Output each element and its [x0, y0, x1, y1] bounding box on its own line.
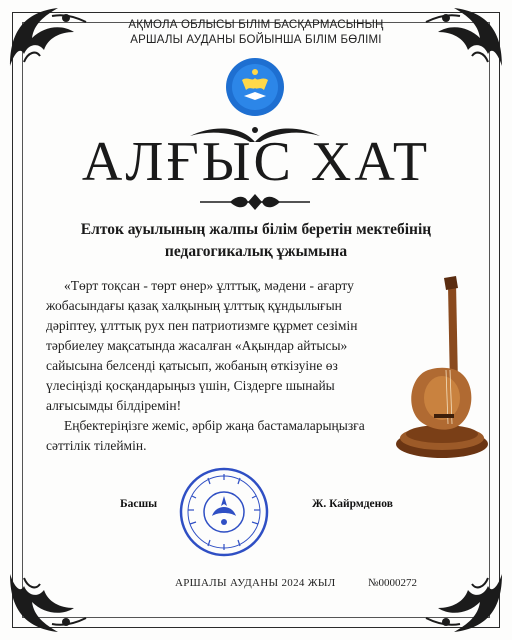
- body-paragraph-1: «Төрт тоқсан - төрт өнер» ұлттық, мәдени - ағарту жобасындағы қазақ халқының ұлттық құндылығын дәріптеу, ұлттық рух пен патриотизмге құрмет сезімін тәрбиелеу мақсатында жасалған «Ақындар айтысы» сайысына белсенді қатысып, жобаның өткізуіне өз үлесіңізді қосқандарыңыз үшін, Сіздерге шынайы алғысымды білдіремін!: [46, 278, 358, 413]
- issuer-line-1: АҚМОЛА ОБЛЫСЫ БІЛІМ БАСҚАРМАСЫНЫҢ: [128, 19, 384, 31]
- recipient-line-2: педагогикалық ұжымына: [164, 243, 348, 260]
- corner-ornament-icon: [4, 568, 96, 638]
- place-year: АРШАЛЫ АУДАНЫ 2024 ЖЫЛ: [175, 577, 336, 589]
- official-seal-icon: [178, 466, 270, 558]
- certificate-number: №0000272: [368, 577, 417, 589]
- corner-ornament-icon: [416, 568, 508, 638]
- certificate-title: АЛҒЫС ХАТ: [81, 131, 431, 193]
- issuer-line-2: АРШАЛЫ АУДАНЫ БОЙЫНША БІЛІМ БӨЛІМІ: [130, 34, 382, 46]
- title-ornament-bottom-icon: [190, 192, 320, 212]
- recipient: [30, 219, 482, 263]
- education-logo-icon: [224, 56, 286, 118]
- recipient-line-1: Елток ауылының жалпы білім беретін мектебінің: [80, 221, 432, 238]
- certificate-body: [46, 276, 391, 456]
- body-paragraph-2: Еңбектеріңізге жеміс, әрбір жаңа бастамаларыңызға сәттілік тілеймін.: [46, 418, 365, 453]
- signer-role: Басшы: [120, 498, 158, 510]
- signer-name: Ж. Кайрмденов: [312, 498, 393, 510]
- dombra-icon: [384, 274, 494, 464]
- issuer-header: [0, 18, 512, 48]
